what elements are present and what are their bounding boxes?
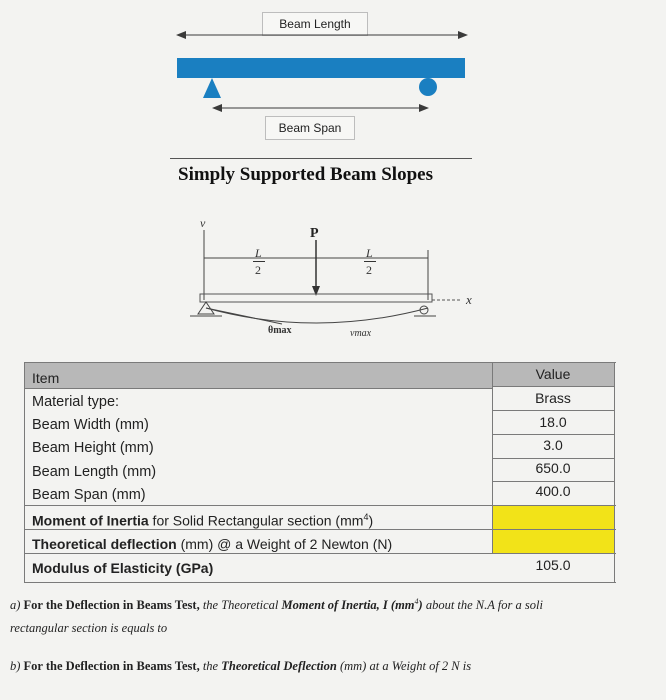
question-a-sup: 4 <box>414 597 419 606</box>
question-a-text2: about the N.A for a soli <box>422 598 543 613</box>
row-value: 3.0 <box>543 437 563 453</box>
question-a-line2: rectangular section is equals to <box>10 621 168 635</box>
row-value: 400.0 <box>535 483 571 499</box>
header-bg-item <box>24 362 492 388</box>
row-value: Brass <box>535 390 571 406</box>
row-item-rest: for Solid Rectangular section (mm <box>148 512 364 529</box>
deflection-input[interactable] <box>492 529 614 553</box>
fraction-bar-left <box>253 261 265 262</box>
question-b-text2: (mm) at a Weight of 2 N is <box>336 659 472 673</box>
v-axis-label: v <box>200 216 206 230</box>
beam-bar <box>177 58 465 78</box>
question-a-bold2: Moment of Inertia, I (mm <box>281 598 415 613</box>
question-b <box>10 659 471 674</box>
question-a-bold3: ) <box>418 598 423 613</box>
question-a-bold1: For the Deflection in Beams Test, <box>23 598 200 613</box>
two-label-right: 2 <box>366 263 372 277</box>
figure-title: Simply Supported Beam Slopes <box>178 164 433 185</box>
question-a-text1: the Theoretical <box>199 598 282 613</box>
row-item: Material type: <box>32 394 120 410</box>
question-b-text1: the <box>199 659 222 673</box>
row-item-rest: (mm) @ a Weight of 2 Newton (N) <box>176 536 393 552</box>
p-load-label: P <box>310 226 319 241</box>
row-item-bold: Moment of Inertia <box>32 512 149 529</box>
row-item: Beam Height (mm) <box>32 440 154 456</box>
beam-length-label: Beam Length <box>262 12 368 36</box>
beam-span-arrow <box>212 104 429 112</box>
moment-of-inertia-input[interactable] <box>492 505 614 529</box>
two-label-left: 2 <box>255 263 261 277</box>
x-axis-label: x <box>466 292 472 307</box>
row-item-sup: 4 <box>363 512 369 522</box>
l-label-right: L <box>366 246 373 260</box>
beam-span-label: Beam Span <box>265 116 355 140</box>
l-label-left: L <box>255 246 262 260</box>
row-item: Beam Width (mm) <box>32 417 149 433</box>
question-b-bold2: Theoretical Deflection <box>221 659 337 673</box>
row-item: Beam Span (mm) <box>32 487 146 503</box>
row-item-close: ) <box>368 512 374 529</box>
fraction-bar-right <box>364 261 376 262</box>
question-a-prefix: a) <box>10 598 24 613</box>
pin-support <box>203 78 221 98</box>
question-b-bold1: For the Deflection in Beams Test, <box>23 659 200 673</box>
row-moment-of-inertia <box>32 512 373 529</box>
roller-support <box>419 78 437 96</box>
beam-length-arrow <box>176 31 468 39</box>
data-table <box>24 362 616 584</box>
theta-max-label: θmax <box>268 325 292 336</box>
row-value: 105.0 <box>535 557 571 573</box>
question-b-prefix: b) <box>10 659 24 673</box>
row-item-bold: Modulus of Elasticity (GPa) <box>32 560 214 576</box>
row-value: 650.0 <box>535 460 571 476</box>
header-value: Value <box>535 366 571 382</box>
row-value: 18.0 <box>539 414 567 430</box>
row-item-bold: Theoretical deflection <box>32 536 177 552</box>
v-max-label: vmax <box>350 328 372 339</box>
header-item: Item <box>32 370 60 386</box>
row-item: Beam Length (mm) <box>32 464 157 480</box>
title-rule <box>170 158 472 159</box>
question-a-line1 <box>10 597 543 613</box>
row-theoretical-deflection <box>32 536 392 552</box>
